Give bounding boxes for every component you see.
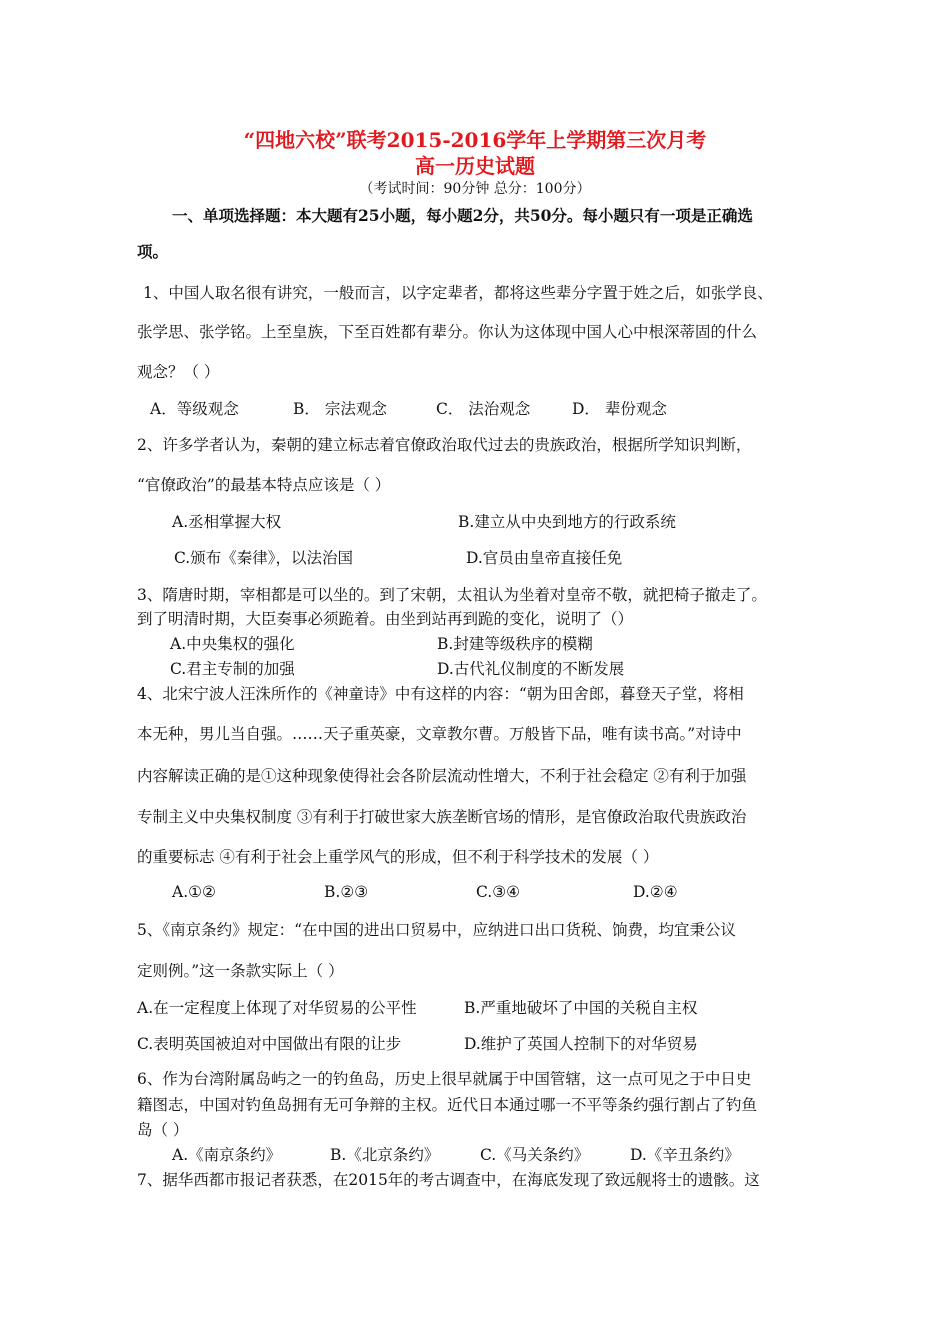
section-heading-cont: 项。 xyxy=(137,242,169,261)
question-6-option-d: D.《辛丑条约》 xyxy=(630,1146,740,1164)
section-heading: 一、单项选择题：本大题有25小题，每小题2分，共50分。每小题只有一项是正确选 xyxy=(172,206,753,225)
question-6-line: 籍图志，中国对钓鱼岛拥有无可争辩的主权。近代日本通过哪一不平等条约强行割占了钓鱼 xyxy=(137,1096,758,1114)
question-4-line: 的重要标志 ④有利于社会上重学风气的形成，但不利于科学技术的发展（ ） xyxy=(137,848,659,866)
question-2-option-d: D.官员由皇帝直接任免 xyxy=(466,549,623,567)
question-4-option-d: D.②④ xyxy=(633,883,678,901)
question-7-line: 7、据华西都市报记者获悉，在2015年的考古调查中，在海底发现了致远舰将士的遗骸。这 xyxy=(137,1171,760,1189)
question-6-line: 岛（ ） xyxy=(137,1121,189,1139)
question-3-option-b: B.封建等级秩序的模糊 xyxy=(437,635,593,653)
question-2-option-b: B.建立从中央到地方的行政系统 xyxy=(458,513,676,531)
question-5-line: 5、《南京条约》规定：“在中国的进出口贸易中，应纳进口出口货税、饷费，均宜秉公议 xyxy=(137,921,737,939)
question-2-option-a: A.丞相掌握大权 xyxy=(172,513,282,531)
question-3-line: 3、隋唐时期，宰相都是可以坐的。到了宋朝，太祖认为坐着对皇帝不敬，就把椅子撤走了。 xyxy=(137,586,767,604)
question-5-option-d: D.维护了英国人控制下的对华贸易 xyxy=(464,1035,698,1053)
question-6-line: 6、作为台湾附属岛屿之一的钓鱼岛，历史上很早就属于中国管辖，这一点可见之于中日史 xyxy=(137,1070,752,1088)
question-6-option-b: B.《北京条约》 xyxy=(330,1146,440,1164)
question-3-option-c: C.君主专制的加强 xyxy=(170,660,295,678)
question-3-option-a: A.中央集权的强化 xyxy=(170,635,295,653)
question-1-option-d: D． 辈份观念 xyxy=(572,400,667,418)
question-2-line: “官僚政治”的最基本特点应该是（ ） xyxy=(137,476,391,494)
question-1-line: 1、中国人取名很有讲究，一般而言，以字定辈者，都将这些辈分字置于姓之后，如张学良、 xyxy=(143,284,773,302)
question-4-line: 内容解读正确的是①这种现象使得社会各阶层流动性增大，不利于社会稳定 ②有利于加强 xyxy=(137,767,747,785)
question-4-line: 专制主义中央集权制度 ③有利于打破世家大族垄断官场的情形，是官僚政治取代贵族政治 xyxy=(137,808,747,826)
question-4-option-a: A.①② xyxy=(172,883,216,901)
question-1-option-a: A．等级观念 xyxy=(150,400,239,418)
question-4-option-b: B.②③ xyxy=(324,883,369,901)
question-3-option-d: D.古代礼仪制度的不断发展 xyxy=(437,660,625,678)
question-2-option-c: C.颁布《秦律》，以法治国 xyxy=(174,549,353,567)
question-5-option-b: B.严重地破坏了中国的关税自主权 xyxy=(464,999,698,1017)
question-6-option-c: C.《马关条约》 xyxy=(480,1146,590,1164)
exam-subject-title: 高一历史试题 xyxy=(415,154,535,178)
question-1-option-b: B． 宗法观念 xyxy=(293,400,387,418)
question-5-option-a: A.在一定程度上体现了对华贸易的公平性 xyxy=(137,999,417,1017)
question-5-line: 定则例。”这一条款实际上（ ） xyxy=(137,962,344,980)
exam-info: （考试时间：90分钟 总分：100分） xyxy=(359,181,591,197)
question-4-option-c: C.③④ xyxy=(476,883,521,901)
question-4-line: 本无种，男儿当自强。……天子重英豪，文章教尔曹。万般皆下品，唯有读书高。”对诗中 xyxy=(137,725,742,743)
question-1-line: 张学思、张学铭。上至皇族，下至百姓都有辈分。你认为这体现中国人心中根深蒂固的什么 xyxy=(137,323,758,341)
question-6-option-a: A.《南京条约》 xyxy=(172,1146,282,1164)
question-1-option-c: C． 法治观念 xyxy=(436,400,531,418)
question-2-line: 2、许多学者认为，秦朝的建立标志着官僚政治取代过去的贵族政治，根据所学知识判断， xyxy=(137,436,752,454)
exam-title: “四地六校”联考2015-2016学年上学期第三次月考 xyxy=(243,128,707,152)
question-1-line: 观念？（ ） xyxy=(137,363,220,381)
question-4-line: 4、北宋宁波人汪洙所作的《神童诗》中有这样的内容：“朝为田舍郎，暮登天子堂，将相 xyxy=(137,685,744,703)
question-5-option-c: C.表明英国被迫对中国做出有限的让步 xyxy=(137,1035,402,1053)
question-3-line: 到了明清时期，大臣奏事必须跪着。由坐到站再到跪的变化，说明了（） xyxy=(137,610,634,628)
